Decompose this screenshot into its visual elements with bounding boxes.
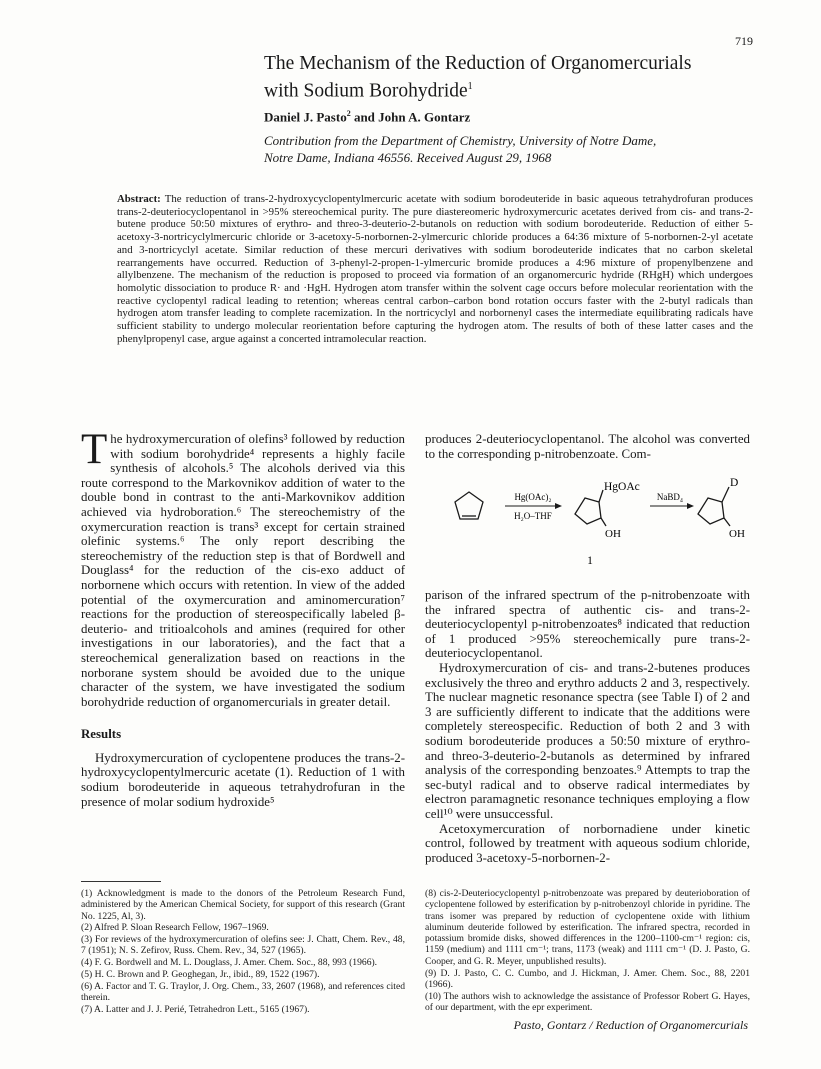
compound-1-label: 1 — [587, 555, 593, 567]
right-column-body — [425, 588, 750, 865]
page-number: 719 — [735, 34, 753, 48]
product-2-hydroxyl: OH — [729, 528, 745, 540]
footnote-6: (6) A. Factor and T. G. Traylor, J. Org. Chem., 33, 2607 (1968), and references cited therein. — [81, 980, 405, 1004]
intro-text: he hydroxymercuration of olefins³ followed by reduction with sodium borohydride⁴ represents a highly facile synthesis of alcohols.⁵ The alcohols derived via this route correspond to the Markovnikov addition of water to the double bond in contrast to the anti-Markovnikov addition achieved via hydroboration.⁶ The stereochemistry of the oxymercuration reaction is trans³ except for certain strained olefinic systems.⁶ The only report describing the stereochemistry of the reduction step is that of Bordwell and Douglass⁴ for the reduction of the cis-exo adduct of norbornene which occurs with retention. In view of the added potential of the oxymercuration and aminomercuration⁷ reactions for the production of stereospecifically labeled β-deuterio- and tritioalcohols and amines (required for other investigations in our laboratories), and the fact that a stereochemical generalization based on reactions in the norborane system should be avoided due to the unique character of the system, we have investigated the sodium borohydride reduction of organomercurials in greater detail. — [81, 432, 405, 709]
abstract — [117, 193, 753, 345]
affiliation-line-1: Contribution from the Department of Chemistry, University of Notre Dame, — [264, 133, 657, 148]
title-line-2: with Sodium Borohydride$^1$ — [264, 80, 473, 102]
footnotes-left — [81, 888, 405, 1016]
abstract-text: The reduction of trans-2-hydroxycyclopentylmercuric acetate with sodium borodeuteride in basic aqueous tetrahydrofuran produces trans-2-deuteriocyclopentanol in >95% stereochemical purity. The pure diastereomeric hydroxymercuric acetates derived from cis- and trans-2-butene produce 50:50 mixtures of erythro- and threo-3-deuterio-2-butanols on reduction with sodium borodeuteride. Reduction of either 5-acetoxy-3-nortricyclylmercuric chloride or 3-acetoxy-5-norbornen-2-ylmercuric chloride produces a 64:36 mixture of 5-norbornen-2-yl acetate and 3-nortricyclyl acetate. Similar reduction of these mercuri derivatives with sodium borodeuteride indicates that no carbon skeletal rearrangements have occurred. Reduction of 3-phenyl-2-propen-1-ylmercuric bromide produces a 4:96 mixture of propenylbenzene and allylbenzene. The mechanism of the reduction is proposed to proceed via formation of an organomercuric hydride (RHgH) which undergoes homolytic dissociation to produce R· and ·HgH. Hydrogen atom transfer within the solvent cage occurs before molecular reorientation with the reactive cyclopentyl radical leading to retention; whereas central carbon–carbon bond rotation occurs faster with the 2-butyl radicals than hydrogen atom transfer leading to complete racemization. In the nortricyclyl and norbornenyl cases the intermediate equilibrating radicals have sufficient stability to undergo molecular reorientation before capturing the hydrogen atom. The results of both of these latter cases and the phenylpropenyl case, argue against a concerted intramolecular reaction. — [117, 193, 753, 345]
footnote-10: (10) The authors wish to acknowledge the assistance of Professor Robert G. Hayes, of our department, with the epr experiment. — [425, 990, 750, 1013]
author-line — [264, 109, 470, 125]
footnote-5: (5) H. C. Brown and P. Geoghegan, Jr., ibid., 89, 1522 (1967). — [81, 969, 320, 981]
reagent-1-top: Hg(OAc)₂ — [514, 492, 552, 502]
footnote-2: (2) Alfred P. Sloan Research Fellow, 1967–1969. — [81, 922, 269, 934]
affiliation — [264, 132, 754, 166]
results-heading: Results — [81, 727, 122, 742]
article-title — [264, 52, 744, 103]
abstract-label: Abstract: — [117, 193, 161, 205]
running-footer: Pasto, Gontarz / Reduction of Organomercurials — [513, 1018, 748, 1032]
deuterio-product-structure — [698, 487, 730, 526]
reaction-arrow-1-head — [555, 503, 562, 509]
author-2: John A. Gontarz — [378, 109, 471, 125]
right-paragraph-1: parison of the infrared spectrum of the p-nitrobenzoate with the infrared spectra of authentic cis- and trans-2-deuteriocyclopentyl p-nitrobenzoates⁸ indicated that reduction of 1 produced >95% stereochemically pure trans-2-deuteriocyclopentanol. — [425, 588, 750, 661]
reagent-1-bottom: H₂O–THF — [514, 511, 552, 521]
compound-1-structure — [575, 490, 606, 526]
right-paragraph-2: Hydroxymercuration of cis- and trans-2-butenes produces exclusively the threo and erythro adducts 2 and 3, respectively. The nuclear magnetic resonance spectra (see Table I) of 2 and 3 are sufficiently different to indicate that the additions were completely stereospecific. Reduction of both 2 and 3 with sodium borodeuteride produces a 50:50 mixture of erythro- and threo-3-deuterio-2-butanols as determined by infrared analysis of the corresponding benzoates.⁹ Attempts to trap the sec-butyl radical and to observe radical intermediates by electron paramagnetic resonance techniques employing a flow cell¹⁰ were unsuccessful. — [425, 660, 750, 821]
reagent-2: NaBD₄ — [656, 492, 684, 502]
affiliation-line-2: Notre Dame, Indiana 46556. Received August 29, 1968 — [264, 150, 552, 165]
footnotes-right — [425, 888, 750, 1014]
footnote-3: (3) For reviews of the hydroxymercuration of olefins see: J. Chatt, Chem. Rev., 48, 7 (1951); N. S. Zefirov, Russ. Chem. Rev., 34, 527 (1965). — [81, 934, 405, 957]
product-2-deuterium: D — [730, 477, 739, 489]
intro-paragraph — [81, 426, 405, 709]
left-column — [81, 426, 405, 809]
footnote-rule — [81, 881, 161, 882]
cyclopentene-structure — [455, 492, 483, 519]
author-conjunction: and — [350, 109, 379, 125]
compound-1-hydroxyl: OH — [605, 528, 621, 540]
reaction-arrow-2-head — [687, 503, 694, 509]
footnote-4: (4) F. G. Bordwell and M. L. Douglass, J. Amer. Chem. Soc., 88, 993 (1966). — [81, 957, 378, 969]
results-paragraph: Hydroxymercuration of cyclopentene produces the trans-2-hydroxycyclopentylmercuric acetate (1). Reduction of 1 with sodium borodeuteride in aqueous tetrahydrofuran in the presence of molar sodium hydroxide⁵ — [81, 750, 405, 809]
compound-1-substituent: HgOAc — [604, 481, 640, 493]
author-1-footnote-mark: 2 — [346, 109, 351, 118]
drop-cap: T — [81, 426, 108, 473]
title-line-1: The Mechanism of the Reduction of Organomercurials — [264, 53, 692, 74]
right-paragraph-3: Acetoxymercuration of norbornadiene under kinetic control, followed by treatment with aqueous sodium chloride, produced 3-acetoxy-5-norbornen-2- — [425, 821, 750, 865]
footnote-9: (9) D. J. Pasto, C. C. Cumbo, and J. Hickman, J. Amer. Chem. Soc., 88, 2201 (1966). — [425, 967, 750, 990]
footnote-7: (7) A. Latter and J. J. Perié, Tetrahedron Lett., 5165 (1967). — [81, 1003, 310, 1015]
footnote-8: (8) cis-2-Deuteriocyclopentyl p-nitrobenzoate was prepared by deuterioboration of cyclopentene followed by esterification by p-nitrobenzoyl chloride in pyridine. The trans isomer was prepared by reduction of cyclopentene oxide with lithium aluminum deuteride followed by esterification. The infrared spectra, recorded in potassium bromide disks, showed differences in the 1200–1100-cm⁻¹ region: cis, 1159 (medium) and 1111 cm⁻¹; trans, 1173 (weak) and 1111 cm⁻¹ (D. J. Pasto, G. Cooper, and G. R. Meyer, unpublished results). — [425, 888, 750, 967]
right-column-top: produces 2-deuteriocyclopentanol. The alcohol was converted to the corresponding p-nitrobenzoate. Com- — [425, 432, 750, 461]
title-footnote-mark: 1 — [467, 81, 473, 92]
footnote-1: (1) Acknowledgment is made to the donors of the Petroleum Research Fund, administered by the American Chemical Society, for support of this research (Grant No. 1225, Al, 3). — [81, 888, 405, 922]
author-1: Daniel J. Pasto — [264, 109, 347, 125]
reaction-scheme — [425, 470, 750, 580]
